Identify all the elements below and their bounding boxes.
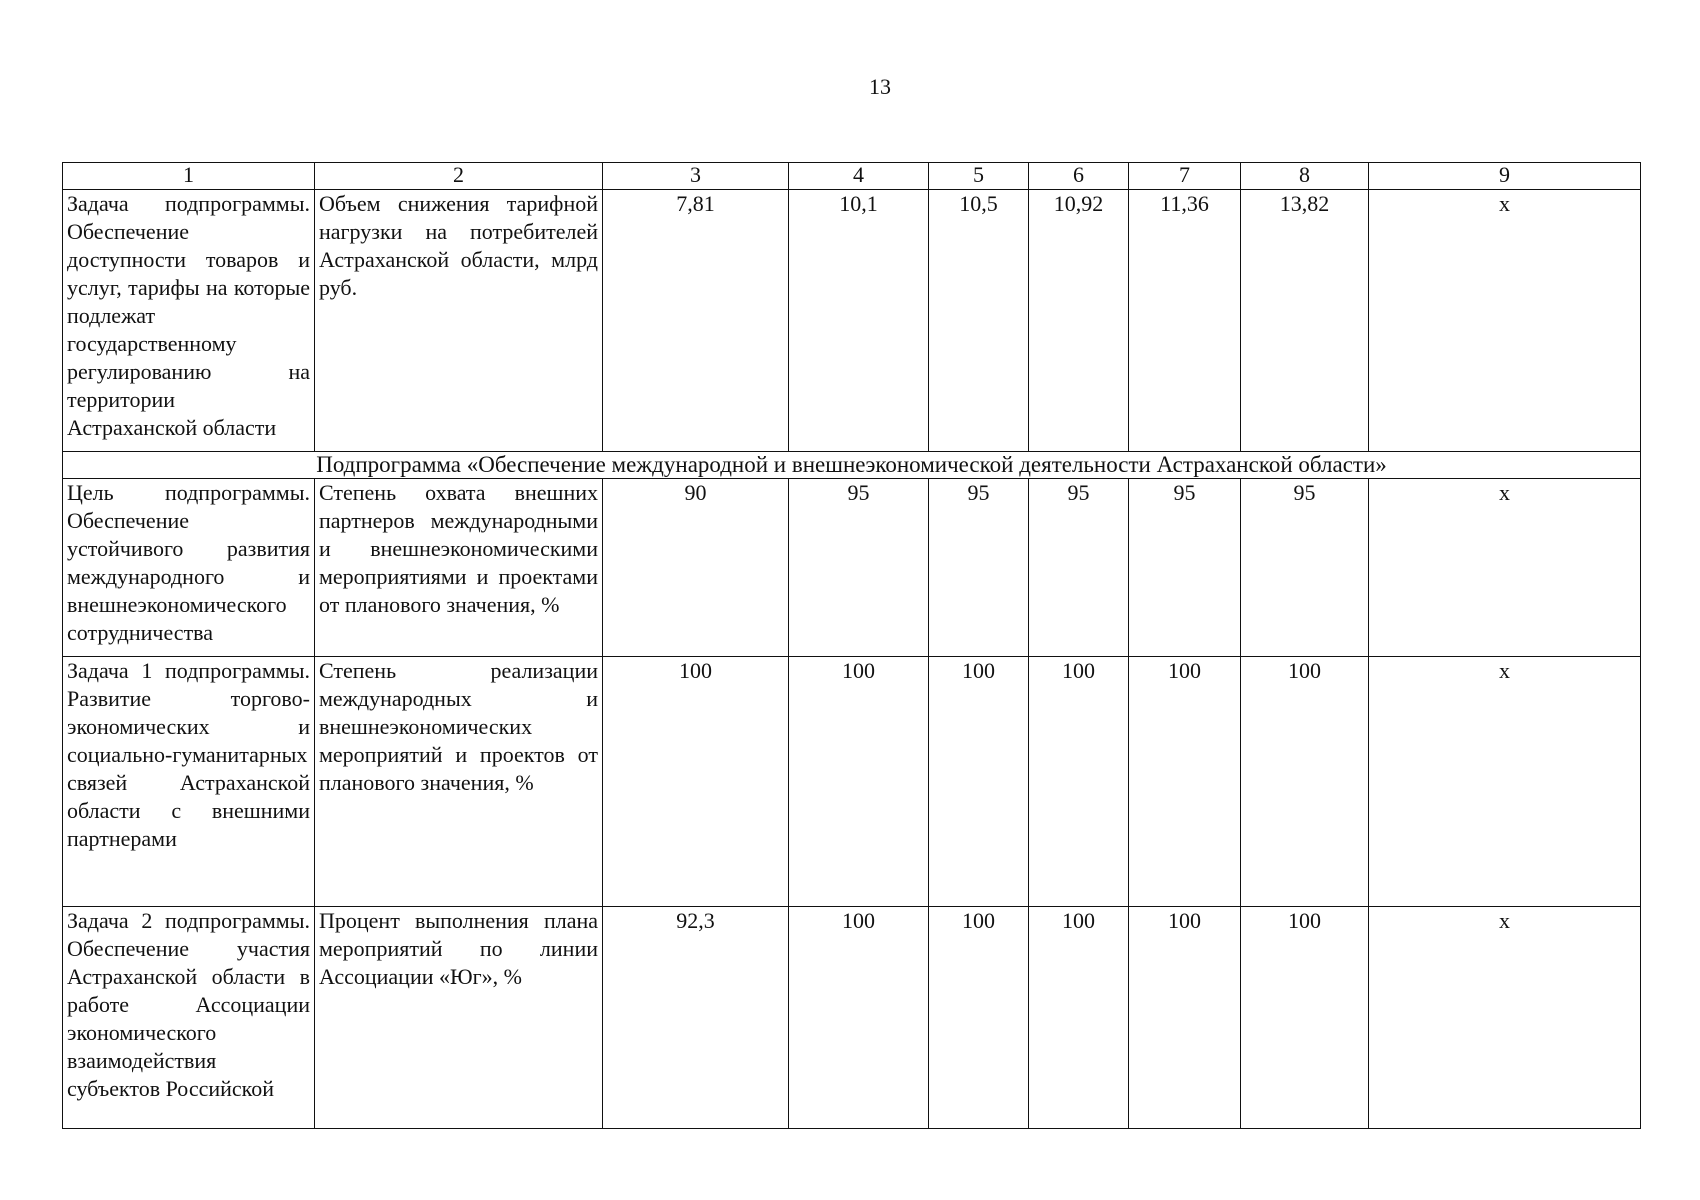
value-cell: 100 — [1029, 907, 1129, 1129]
value-cell: 7,81 — [603, 190, 789, 452]
page-number: 13 — [869, 74, 891, 99]
value-cell: 95 — [1241, 479, 1369, 657]
indicator-cell: Степень реализации международных и внешнеэкономических мероприятий и проектов от планового значения, % — [315, 657, 603, 907]
indicator-cell: Объем снижения тарифной нагрузки на потребителей Астраханской области, млрд руб. — [315, 190, 603, 452]
value-cell: 100 — [929, 907, 1029, 1129]
table-row — [63, 657, 1641, 907]
col9-cell: x — [1369, 657, 1641, 907]
column-header: 3 — [603, 163, 789, 190]
table-row — [63, 479, 1641, 657]
value-cell: 10,5 — [929, 190, 1029, 452]
goal-cell: Задача 1 подпрограммы. Развитие торгово-экономических и социально-гуманитарных связей Астраханской области с внешними партнерами — [63, 657, 315, 907]
column-number-row — [63, 163, 1641, 190]
table-row — [63, 907, 1641, 1129]
value-cell: 11,36 — [1129, 190, 1241, 452]
value-cell: 100 — [789, 907, 929, 1129]
indicators-table — [62, 162, 1641, 1129]
col9-cell: x — [1369, 907, 1641, 1129]
value-cell: 95 — [929, 479, 1029, 657]
value-cell: 92,3 — [603, 907, 789, 1129]
column-header: 6 — [1029, 163, 1129, 190]
col9-cell: x — [1369, 479, 1641, 657]
column-header: 1 — [63, 163, 315, 190]
column-header: 5 — [929, 163, 1029, 190]
value-cell: 100 — [929, 657, 1029, 907]
column-header: 7 — [1129, 163, 1241, 190]
value-cell: 95 — [789, 479, 929, 657]
column-header: 4 — [789, 163, 929, 190]
value-cell: 100 — [789, 657, 929, 907]
section-row — [63, 452, 1641, 479]
value-cell: 10,1 — [789, 190, 929, 452]
value-cell: 13,82 — [1241, 190, 1369, 452]
indicator-cell: Процент выполнения плана мероприятий по линии Ассоциации «Юг», % — [315, 907, 603, 1129]
value-cell: 100 — [603, 657, 789, 907]
table-row — [63, 190, 1641, 452]
value-cell: 100 — [1029, 657, 1129, 907]
value-cell: 100 — [1129, 657, 1241, 907]
value-cell: 95 — [1129, 479, 1241, 657]
value-cell: 100 — [1241, 657, 1369, 907]
column-header: 8 — [1241, 163, 1369, 190]
goal-cell: Задача 2 подпрограммы. Обеспечение участия Астраханской области в работе Ассоциации экономического взаимодействия субъектов Российской — [63, 907, 315, 1129]
value-cell: 90 — [603, 479, 789, 657]
subprogram-title: Подпрограмма «Обеспечение международной и внешнеэкономической деятельности Астраханской области» — [63, 452, 1641, 479]
value-cell: 100 — [1129, 907, 1241, 1129]
indicator-cell: Степень охвата внешних партнеров международными и внешнеэкономическими мероприятиями и проектами от планового значения, % — [315, 479, 603, 657]
value-cell: 95 — [1029, 479, 1129, 657]
goal-cell: Задача подпрограммы. Обеспечение доступности товаров и услуг, тарифы на которые подлежат государственному регулированию на территории Астраханской области — [63, 190, 315, 452]
value-cell: 10,92 — [1029, 190, 1129, 452]
column-header: 2 — [315, 163, 603, 190]
goal-cell: Цель подпрограммы. Обеспечение устойчивого развития международного и внешнеэкономического сотрудничества — [63, 479, 315, 657]
column-header: 9 — [1369, 163, 1641, 190]
value-cell: 100 — [1241, 907, 1369, 1129]
col9-cell: x — [1369, 190, 1641, 452]
